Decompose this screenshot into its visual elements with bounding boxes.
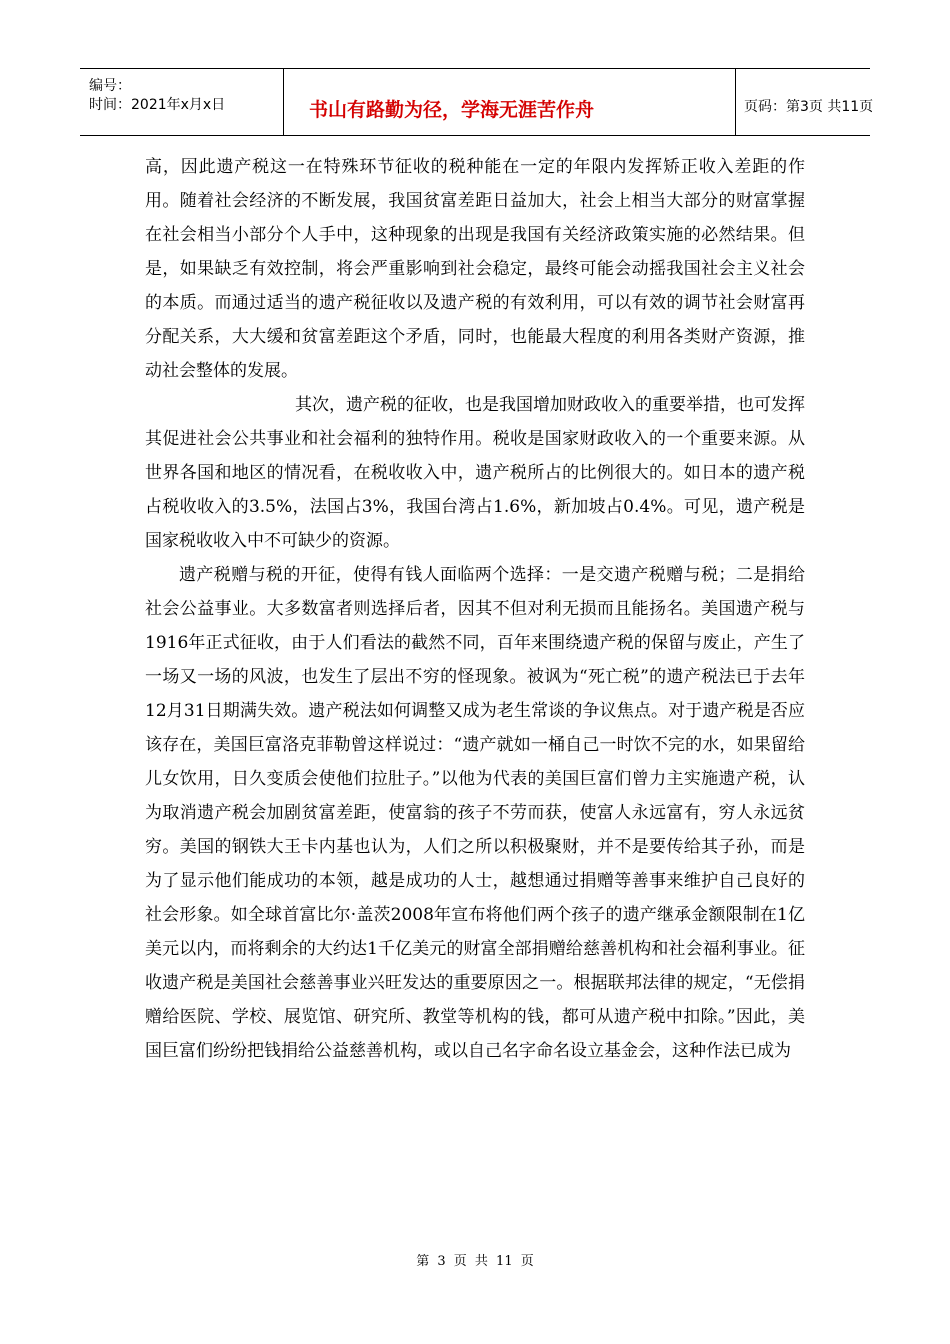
- header-page-info: 页码：第3页 共11页: [744, 99, 874, 115]
- body-paragraph-2: 其次，遗产税的征收，也是我国增加财政收入的重要举措，也可发挥其促进社会公共事业和社会福利的独特作用。税收是国家财政收入的一个重要来源。从世界各国和地区的情况看，在税收收入中，遗产税所占的比例很大的。如日本的遗产税占税收收入的3.5%，法国占3%，我国台湾占1.6%，新加坡占0.4%。可见，遗产税是国家税收收入中不可缺少的资源。: [145, 395, 805, 551]
- document-number-label: 编号：: [89, 78, 131, 94]
- header-page-cell: [736, 69, 874, 135]
- body-paragraph-3: 遗产税赠与税的开征，使得有钱人面临两个选择：一是交遗产税赠与税；二是捐给社会公益事业。大多数富者则选择后者，因其不但对利无损而且能扬名。美国遗产税与1916年正式征收，由于人们看法的截然不同，百年来围绕遗产税的保留与废止，产生了一场又一场的风波，也发生了层出不穷的怪现象。被讽为“死亡税”的遗产税法已于去年12月31日期满失效。遗产税法如何调整又成为老生常谈的争议焦点。对于遗产税是否应该存在，美国巨富洛克菲勒曾这样说过：“遗产就如一桶自己一时饮不完的水，如果留给儿女饮用，日久变质会使他们拉肚子。”以他为代表的美国巨富们曾力主实施遗产税，认为取消遗产税会加剧贫富差距，使富翁的孩子不劳而获，使富人永远富有，穷人永远贫穷。美国的钢铁大王卡内基也认为，人们之所以积极聚财，并不是要传给其子孙，而是为了显示他们能成功的本领，越是成功的人士，越想通过捐赠等善事来维护自己良好的社会形象。如全球首富比尔·盖茨2008年宣布将他们两个孩子的遗产继承金额限制在1亿美元以内，而将剩余的大约达1千亿美元的财富全部捐赠给慈善机构和社会福利事业。征收遗产税是美国社会慈善事业兴旺发达的重要原因之一。根据联邦法律的规定，“无偿捐赠给医院、学校、展览馆、研究所、教堂等机构的钱，都可从遗产税中扣除。”因此，美国巨富们纷纷把钱捐给公益慈善机构，或以自己名字命名设立基金会，这种作法已成为: [145, 565, 805, 1061]
- page-footer: 第 3 页 共 11 页: [416, 1254, 534, 1269]
- body-paragraph-1: 高，因此遗产税这一在特殊环节征收的税种能在一定的年限内发挥矫正收入差距的作用。随着社会经济的不断发展，我国贫富差距日益加大，社会上相当大部分的财富掌握在社会相当小部分个人手中，这种现象的出现是我国有关经济政策实施的必然结果。但是，如果缺乏有效控制，将会严重影响到社会稳定，最终可能会动摇我国社会主义社会的本质。而通过适当的遗产税征收以及遗产税的有效利用，可以有效的调节社会财富再分配关系，大大缓和贫富差距这个矛盾，同时，也能最大程度的利用各类财产资源，推动社会整体的发展。: [145, 157, 805, 381]
- header-meta-cell: [80, 69, 283, 135]
- document-time-label: 时间：2021年x月x日: [89, 97, 226, 113]
- document-body: [145, 150, 805, 1068]
- header-motto: 书山有路勤为径，学海无涯苦作舟: [309, 99, 595, 121]
- page-header: [80, 68, 874, 136]
- header-motto-cell: [283, 69, 736, 135]
